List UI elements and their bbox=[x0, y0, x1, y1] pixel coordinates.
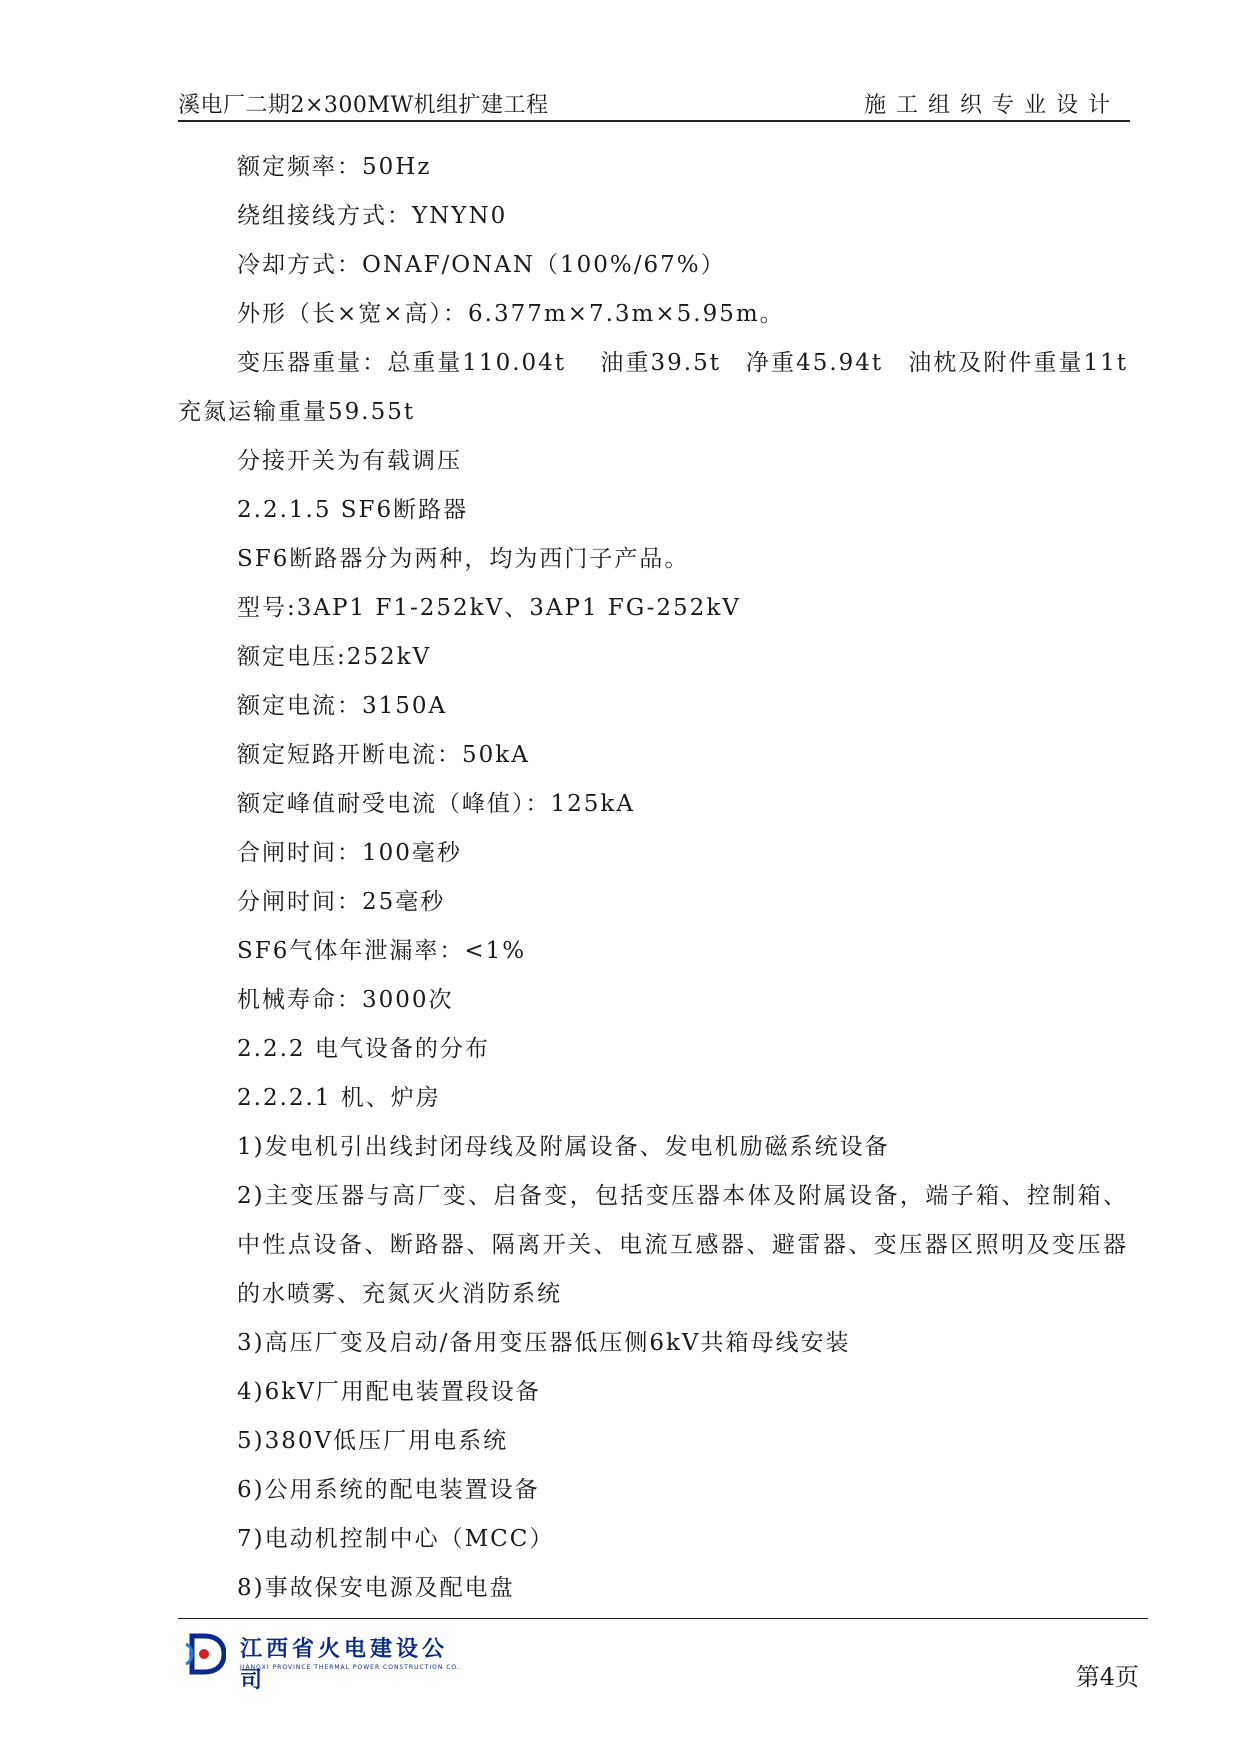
list-item: 1)发电机引出线封闭母线及附属设备、发电机励磁系统设备 bbox=[237, 1134, 890, 1160]
text-line: 型号:3AP1 F1-252kV、3AP1 FG-252kV bbox=[237, 595, 741, 621]
company-logo-icon bbox=[184, 1630, 226, 1678]
section-heading: 2.2.1.5 SF6断路器 bbox=[237, 497, 469, 523]
text-line: 额定峰值耐受电流（峰值）：125kA bbox=[237, 791, 635, 817]
text-line: 分闸时间：25毫秒 bbox=[237, 889, 446, 915]
text-line: 绕组接线方式：YNYN0 bbox=[237, 203, 508, 229]
text-line: 分接开关为有载调压 bbox=[237, 448, 462, 474]
text-line: 额定频率：50Hz bbox=[237, 154, 432, 180]
text-line: 冷却方式：ONAF/ONAN（100%/67%） bbox=[237, 252, 726, 278]
page-header bbox=[178, 86, 1130, 122]
text-line: 额定电压:252kV bbox=[237, 644, 432, 670]
list-item: 6)公用系统的配电装置设备 bbox=[237, 1477, 540, 1503]
company-name-cn: 江西省火电建设公司 bbox=[240, 1636, 449, 1693]
text-line: SF6断路器分为两种，均为西门子产品。 bbox=[237, 546, 690, 572]
list-item: 7)电动机控制中心（MCC） bbox=[237, 1526, 555, 1552]
list-item: 3)高压厂变及启动/备用变压器低压侧6kV共箱母线安装 bbox=[237, 1330, 851, 1356]
section-heading: 2.2.2.1 机、炉房 bbox=[237, 1085, 441, 1111]
list-item: 5)380V低压厂用电系统 bbox=[237, 1428, 509, 1454]
company-name-en: JIANGXI PROVINCE THERMAL POWER CONSTRUCTION CO. bbox=[240, 1664, 460, 1671]
text-line: 合闸时间：100毫秒 bbox=[237, 840, 462, 866]
text-line: 额定电流：3150A bbox=[237, 693, 448, 719]
list-item: 8)事故保安电源及配电盘 bbox=[237, 1575, 515, 1601]
list-item: 2)主变压器与高厂变、启备变，包括变压器本体及附属设备，端子箱、控制箱、中性点设备、断路器、隔离开关、电流互感器、避雷器、变压器区照明及变压器的水喷雾、充氮灭火消防系统 bbox=[237, 1183, 1128, 1307]
text-line: SF6气体年泄漏率：<1% bbox=[237, 938, 527, 964]
footer-divider bbox=[178, 1618, 1148, 1619]
text-line: 外形（长×宽×高）：6.377m×7.3m×5.95m。 bbox=[237, 301, 785, 327]
text-line: 机械寿命：3000次 bbox=[237, 987, 454, 1013]
weight-paragraph: 变压器重量：总重量110.04t 油重39.5t 净重45.94t 油枕及附件重量11t 充氮运输重量59.55t bbox=[178, 350, 1153, 425]
header-doc-type: 施工组织专业设计 bbox=[863, 93, 1120, 118]
list-item: 4)6kV厂用配电装置段设备 bbox=[237, 1379, 541, 1405]
company-logo bbox=[184, 1630, 460, 1693]
text-line: 额定短路开断电流：50kA bbox=[237, 742, 530, 768]
page-number: 第4页 bbox=[1075, 1663, 1139, 1691]
page-body bbox=[178, 143, 1153, 1613]
section-heading: 2.2.2 电气设备的分布 bbox=[237, 1036, 490, 1062]
header-project-title: 溪电厂二期2×300MW机组扩建工程 bbox=[178, 93, 549, 118]
